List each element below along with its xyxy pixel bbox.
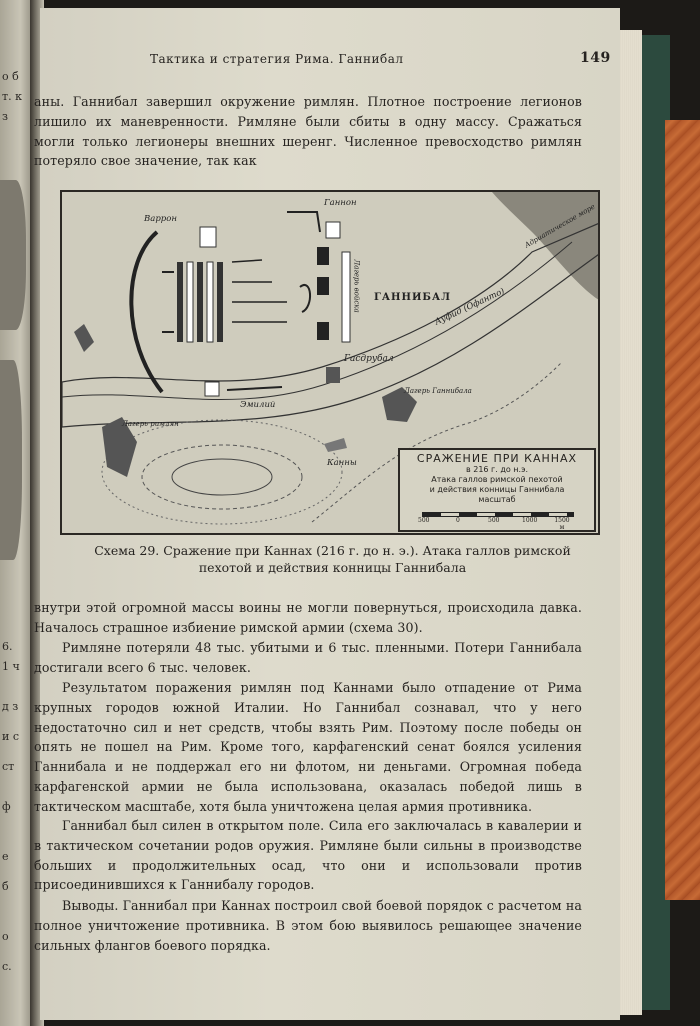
page-number: 149 [580,50,611,66]
label-emiliy: Эмилий [240,400,276,410]
scale-tick: 1500 м [554,517,570,531]
label-camp-right: Лагерь Ганнибала [404,387,472,395]
hill-contour [102,420,342,524]
legend-line: Атака галлов римской пехотой [431,475,563,484]
label-kanny: Канны [327,458,357,468]
battle-diagram [60,190,600,535]
left-page-map-fragment [0,180,26,330]
label-varron: Варрон [144,214,177,224]
figure-caption [60,542,605,576]
left-page-map-fragment-2 [0,360,22,560]
roman-infantry [197,262,203,342]
roman-infantry [217,262,223,342]
paragraph: внутри этой огромной массы воины не могли повернуться, происходила давка. Началось страшное избиение римской армии (схема 30). [34,600,582,635]
label-gasdrubal: Гасдрубал [344,354,394,364]
carthage-unit [317,277,329,295]
left-page-text: ст [2,760,15,773]
legend-line: в 216 г. до н.э. [465,465,529,474]
attack-arrow [227,387,282,390]
paragraph: Ганнибал был силен в открытом поле. Сила его заключалась в кавалерии и в тактическом сочетании родов оружия. Римляне были сильны в производстве больших и продолжительных осад, что они и использовали против присоединившихся к Ганнибалу городов. [34,818,582,893]
scale-tick: 1000 [522,517,538,524]
left-page-text: о б [2,70,19,83]
running-title: Тактика и стратегия Рима. Ганнибал [150,52,404,66]
left-page-text: д з [2,700,19,713]
legend-title: СРАЖЕНИЕ ПРИ КАННАХ [416,452,578,465]
paragraph: Результатом поражения римлян под Каннами было отпадение от Рима крупных городов южной Италии. Но Ганнибал сознавал, что у него недостаточно сил и нет средств, чтобы взять Рим. Поэтому после победы он опять не пошел на Рим. Кроме того, карфагенский сенат боялся усиления Ганнибала и не поддержал его ни флотом, ни деньгами. Огромная победа карфагенской армии не была использована, оказалась победой лишь в тактическом масштабе, хотя была уничтожена целая армия противника. [34,680,582,814]
diagram-legend [398,448,596,532]
cavalry-arrow [287,212,320,232]
paragraph: Римляне потеряли 48 тыс. убитыми и 6 тыс. пленными. Потери Ганнибала достигали всего 6 тыс. человек. [34,640,582,675]
left-page-text: и с [2,730,19,743]
left-page-text: з [2,110,8,123]
carthage-infantry [342,252,350,342]
envelop-arrow [131,232,162,392]
label-gannon: Ганнон [324,198,357,208]
roman-cavalry-right [200,227,216,247]
label-river: Ауфид (Офанто) [433,286,507,328]
left-page-edge [0,0,34,1026]
label-front: Лагерь войска [352,259,361,313]
legend-scale-label: масштаб [478,495,516,504]
paragraph-top: аны. Ганнибал завершил окружение римлян. Плотное построение легионов лишило их маневренности. Римляне были сбиты в одну массу. Сражаться могли только легионеры внешних шеренг. Численное превосходство римлян потеряло свое значение, так как [34,94,582,169]
left-page-text: с. [2,960,12,973]
left-page-text: о [2,930,9,943]
scale-tick: 500 [488,517,500,524]
hannon-cavalry [326,222,340,238]
roman-infantry [207,262,213,342]
left-page-text: е [2,850,9,863]
attack-arrow [232,260,262,262]
label-sea: Адриатическое море [523,202,597,250]
carthage-unit [317,247,329,265]
paragraph: Выводы. Ганнибал при Каннах построил свой боевой порядок с расчетом на полное уничтожение противника. В этом бою выявилось решающее значение сильных флангов боевого порядка. [34,898,582,953]
carthage-unit [317,322,329,340]
hill-contour [142,445,302,509]
left-page-text: т. к [2,90,22,103]
book-page [34,8,620,1020]
left-page-text: б [2,880,9,893]
small-camp [74,324,94,352]
flank-arrow [300,285,310,312]
caption-line: пехотой и действия конницы Ганнибала [198,560,467,575]
hill-contour [172,459,272,495]
left-page-text: ф [2,800,11,813]
label-camp-left: Лагерь римлян [122,420,179,428]
scale-bar [418,508,572,531]
roman-cavalry-left [205,382,219,396]
kanny-town [324,438,347,452]
roman-infantry [177,262,183,342]
book-cover-pattern [665,120,700,900]
hasdrubal-cavalry [326,367,340,383]
scale-tick: 0 [456,517,460,524]
roman-infantry [187,262,193,342]
label-hannibal: ГАННИБАЛ [374,292,451,303]
scale-tick: 500 [418,517,430,524]
legend-line: и действия конницы Ганнибала [429,485,565,494]
left-page-text: 1 ч [2,660,20,673]
caption-line: Схема 29. Сражение при Каннах (216 г. до н. э.). Атака галлов римской [94,543,571,558]
left-page-text: 6. [2,640,13,653]
